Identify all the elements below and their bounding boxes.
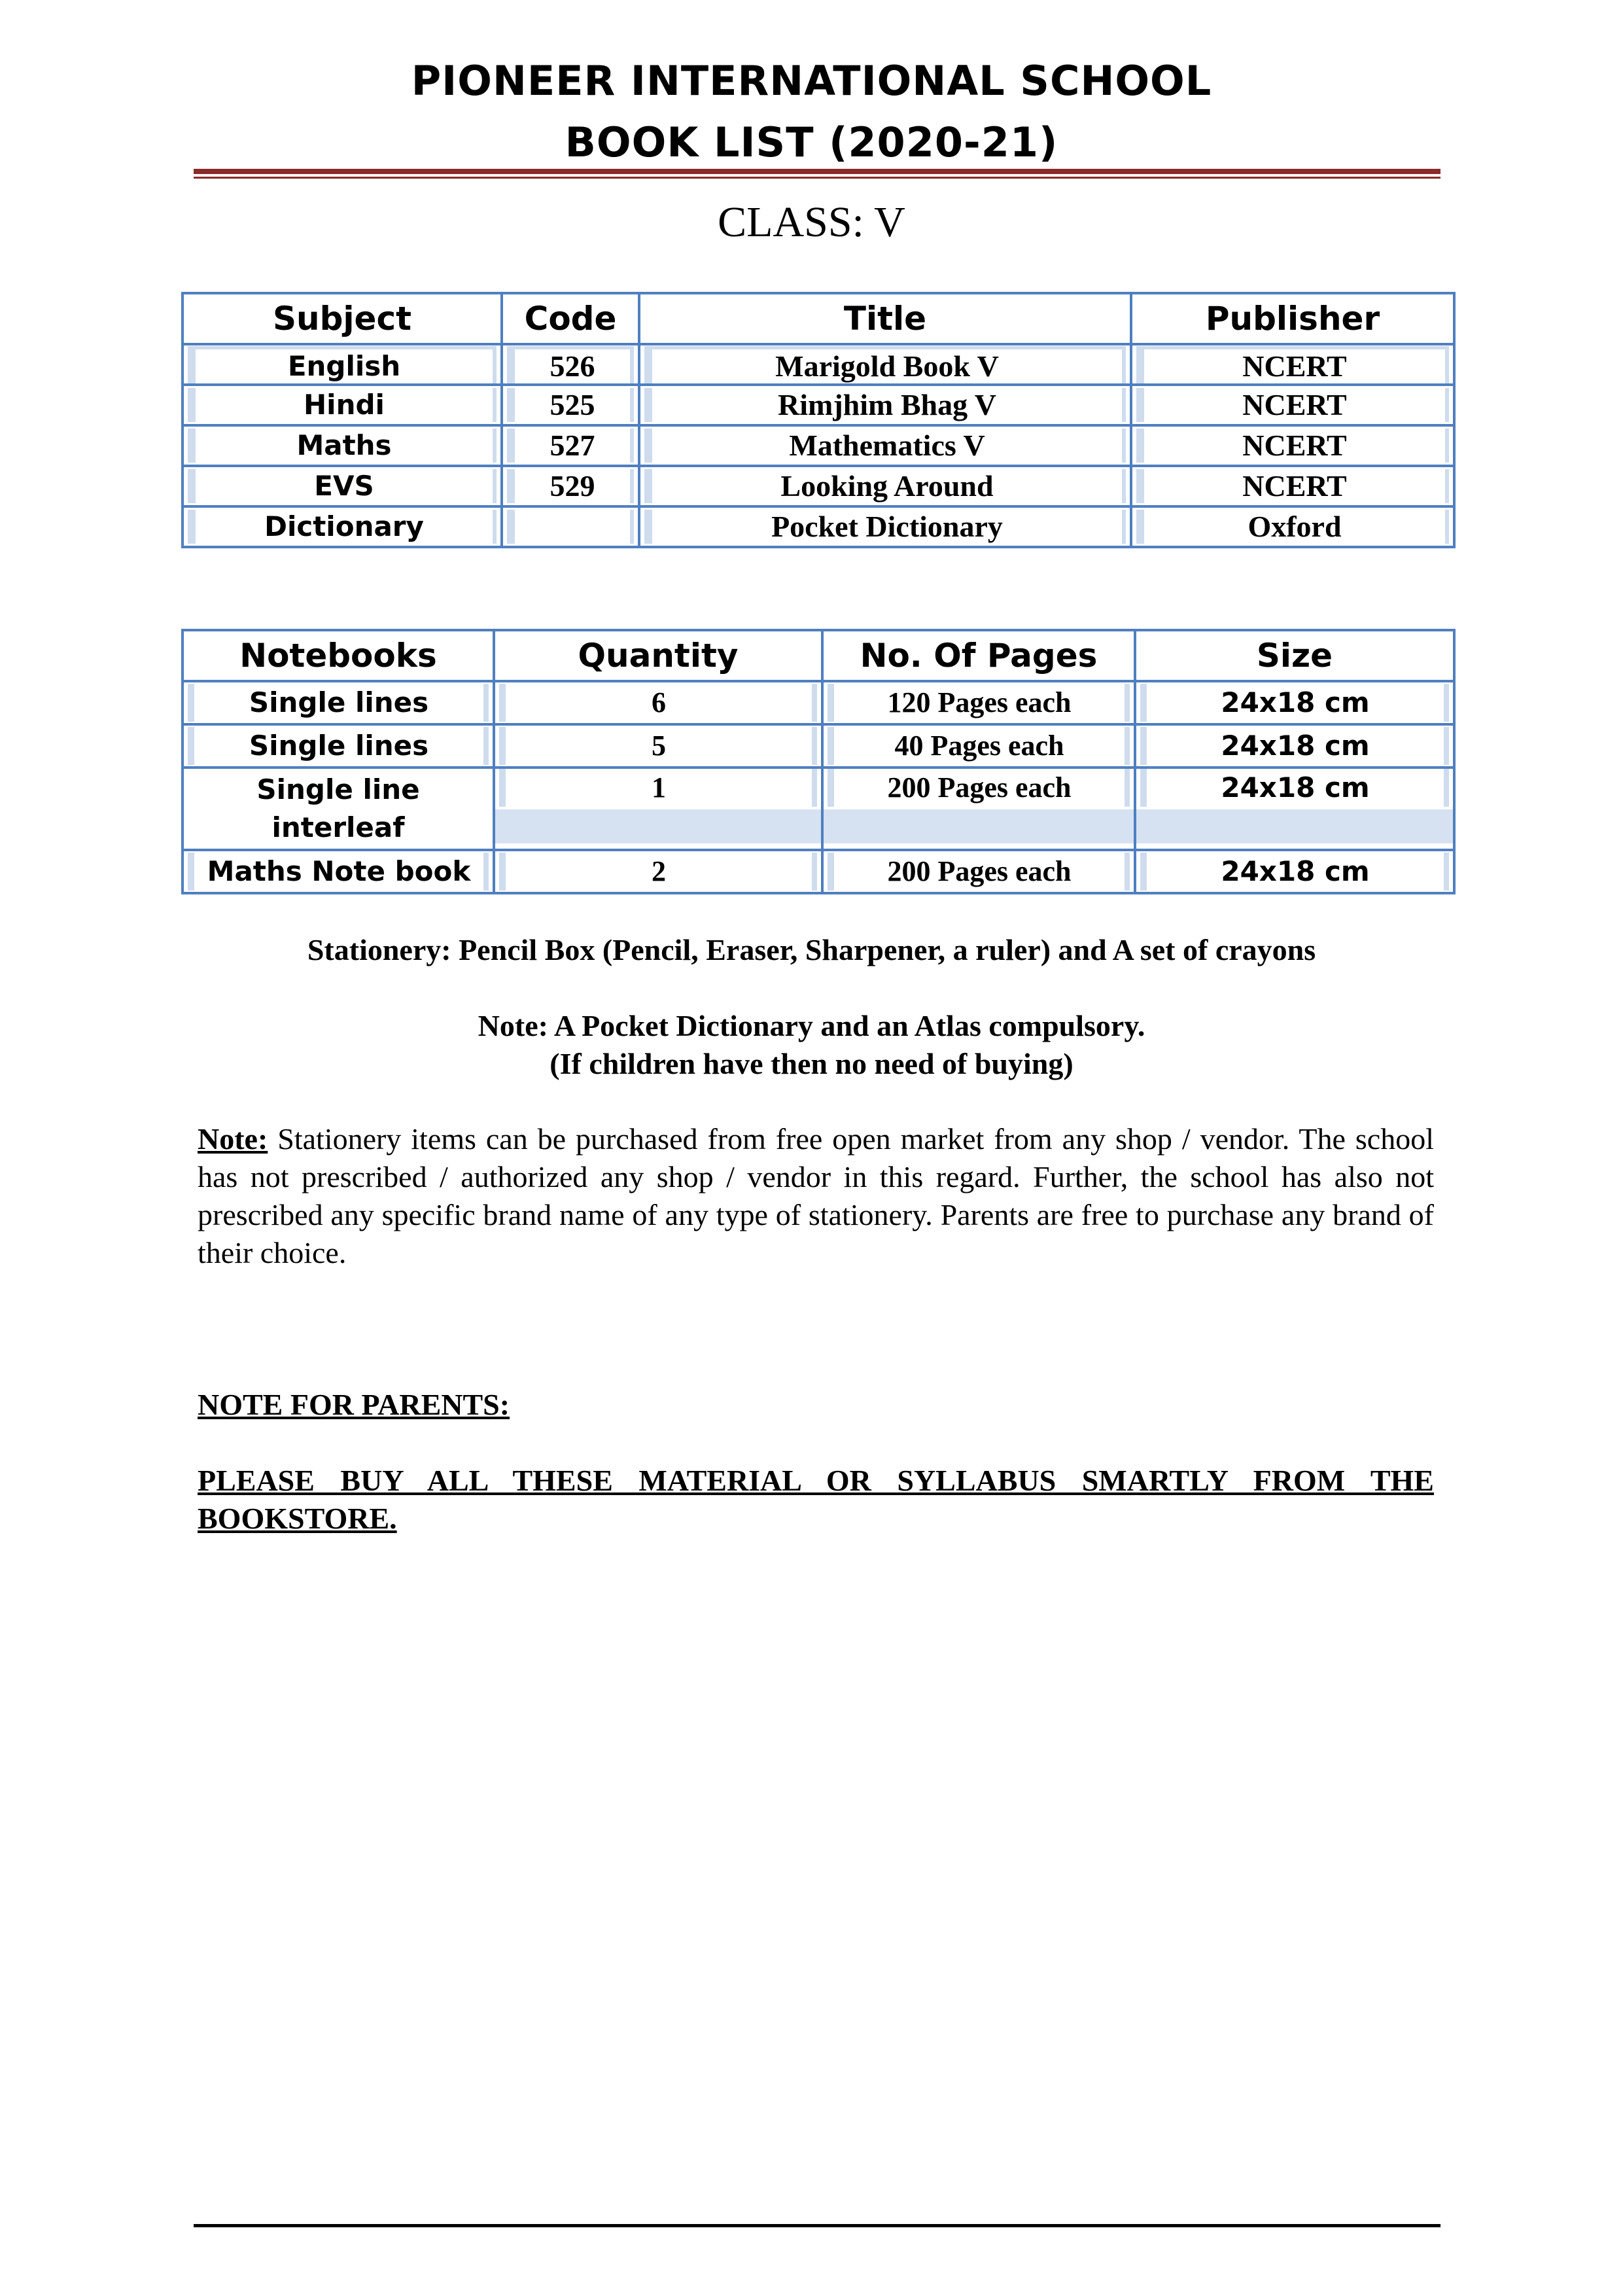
- table-cell: [183, 344, 502, 385]
- dictionary-note-sub: (If children have then no need of buying): [550, 1047, 1073, 1080]
- table-cell: [494, 850, 822, 893]
- table-cell: [822, 724, 1135, 768]
- cell-shading: [824, 809, 1134, 843]
- table-cell: [1131, 425, 1454, 466]
- column-header: Title: [639, 293, 1131, 344]
- size-cell: 24x18 cm: [1140, 769, 1449, 807]
- publisher-cell: NCERT: [1136, 388, 1449, 422]
- size-cell: 24x18 cm: [1140, 727, 1449, 765]
- header-divider-thin: [194, 177, 1440, 179]
- class-label: CLASS: V: [718, 198, 905, 246]
- subject-cell: EVS: [188, 469, 497, 503]
- books-header-row: [183, 293, 1454, 344]
- table-cell: [1135, 768, 1454, 850]
- notebook-cell: Single lines: [188, 727, 489, 765]
- code-cell: 526: [507, 346, 634, 383]
- table-row: [183, 768, 1454, 850]
- table-cell: [183, 724, 494, 768]
- code-cell: [507, 510, 634, 544]
- table-cell: [639, 466, 1131, 506]
- pages-cell: 40 Pages each: [828, 727, 1130, 765]
- quantity-cell: 6: [499, 684, 817, 722]
- notebooks-table: [181, 629, 1456, 894]
- table-cell: [639, 425, 1131, 466]
- table-cell: [502, 344, 639, 385]
- table-cell: [1135, 724, 1454, 768]
- notebook-cell: Single lines: [188, 684, 489, 722]
- table-row: [183, 724, 1454, 768]
- quantity-cell: 1: [499, 769, 817, 807]
- title-cell: Pocket Dictionary: [644, 510, 1126, 544]
- table-cell: [494, 681, 822, 724]
- book-list-title: BOOK LIST (2020-21): [565, 118, 1058, 166]
- parents-note: PLEASE BUY ALL THESE MATERIAL OR SYLLABUS SMARTLY FROM THE BOOKSTORE.: [198, 1464, 1434, 1535]
- table-cell: [1131, 344, 1454, 385]
- stationery-note-paragraph: [198, 1120, 1434, 1272]
- table-cell: [1135, 850, 1454, 893]
- table-cell: [639, 385, 1131, 425]
- table-cell: [494, 724, 822, 768]
- note-text: Stationery items can be purchased from free open market from any shop / vendor. The school has not prescribed / authorized any shop / vendor in this regard. Further, the school has also not prescribed any specific brand name of any type of stationery. Parents are free to purchase any brand of their choice.: [198, 1122, 1434, 1269]
- table-cell: [1131, 385, 1454, 425]
- note-label: Note:: [198, 1122, 268, 1156]
- table-row: [183, 385, 1454, 425]
- code-cell: 525: [507, 388, 634, 422]
- table-row: [183, 466, 1454, 506]
- table-cell: [183, 385, 502, 425]
- table-cell: [183, 425, 502, 466]
- subject-cell: English: [188, 346, 497, 383]
- table-cell: [183, 850, 494, 893]
- footer-divider: [194, 2224, 1440, 2227]
- table-cell: [502, 385, 639, 425]
- table-cell: [183, 768, 494, 850]
- notebook-cell: Single line interleaf: [256, 773, 420, 843]
- table-cell: [639, 344, 1131, 385]
- subject-cell: Dictionary: [188, 510, 497, 544]
- table-cell: [183, 466, 502, 506]
- subject-cell: Hindi: [188, 388, 497, 422]
- table-cell: [822, 850, 1135, 893]
- table-cell: [183, 506, 502, 547]
- column-header: No. Of Pages: [822, 630, 1135, 681]
- table-cell: [502, 506, 639, 547]
- publisher-cell: NCERT: [1136, 429, 1449, 463]
- table-row: [183, 681, 1454, 724]
- column-header: Size: [1135, 630, 1454, 681]
- notebook-cell: Maths Note book: [188, 853, 489, 891]
- table-cell: [822, 681, 1135, 724]
- title-cell: Mathematics V: [644, 429, 1126, 463]
- notebooks-header-row: [183, 630, 1454, 681]
- table-cell: [502, 425, 639, 466]
- table-cell: [502, 466, 639, 506]
- header-divider: [194, 169, 1440, 174]
- school-name: PIONEER INTERNATIONAL SCHOOL: [411, 57, 1212, 105]
- code-cell: 527: [507, 429, 634, 463]
- cell-shading: [1136, 809, 1453, 843]
- title-cell: Rimjhim Bhag V: [644, 388, 1126, 422]
- title-cell: Looking Around: [644, 469, 1126, 503]
- title-cell: Marigold Book V: [644, 346, 1126, 383]
- quantity-cell: 2: [499, 853, 817, 891]
- size-cell: 24x18 cm: [1140, 684, 1449, 722]
- column-header: Code: [502, 293, 639, 344]
- pages-cell: 200 Pages each: [828, 769, 1130, 807]
- pages-cell: 120 Pages each: [828, 684, 1130, 722]
- cell-shading: [495, 809, 821, 843]
- size-cell: 24x18 cm: [1140, 853, 1449, 891]
- column-header: Quantity: [494, 630, 822, 681]
- dictionary-note: Note: A Pocket Dictionary and an Atlas compulsory.: [478, 1009, 1145, 1042]
- table-cell: [1131, 466, 1454, 506]
- column-header: Subject: [183, 293, 502, 344]
- books-table: [181, 292, 1456, 548]
- parents-heading: NOTE FOR PARENTS:: [198, 1388, 510, 1421]
- table-cell: [183, 681, 494, 724]
- publisher-cell: Oxford: [1136, 510, 1449, 544]
- table-cell: [639, 506, 1131, 547]
- stationery-line: Stationery: Pencil Box (Pencil, Eraser, Sharpener, a ruler) and A set of crayons: [307, 933, 1316, 966]
- table-cell: [1135, 681, 1454, 724]
- table-cell: [1131, 506, 1454, 547]
- table-row: [183, 425, 1454, 466]
- column-header: Notebooks: [183, 630, 494, 681]
- table-row: [183, 506, 1454, 547]
- table-row: [183, 850, 1454, 893]
- pages-cell: 200 Pages each: [828, 853, 1130, 891]
- column-header: Publisher: [1131, 293, 1454, 344]
- publisher-cell: NCERT: [1136, 346, 1449, 383]
- quantity-cell: 5: [499, 727, 817, 765]
- table-cell: [494, 768, 822, 850]
- code-cell: 529: [507, 469, 634, 503]
- publisher-cell: NCERT: [1136, 469, 1449, 503]
- subject-cell: Maths: [188, 429, 497, 463]
- table-cell: [822, 768, 1135, 850]
- table-row: [183, 344, 1454, 385]
